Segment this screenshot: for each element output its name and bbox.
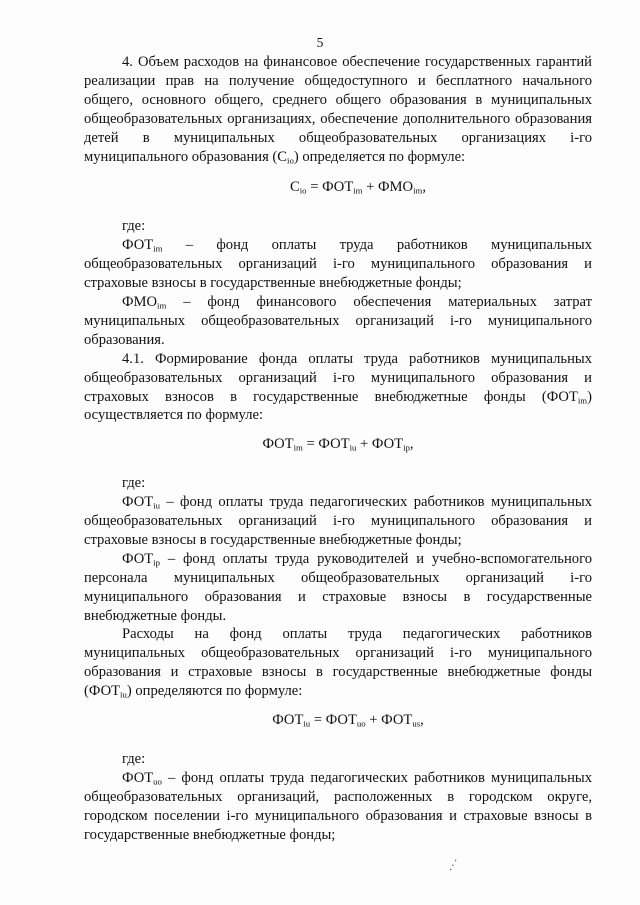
subscript: ip [153, 557, 160, 568]
formula-fot-iu [104, 711, 592, 730]
paragraph-4 [84, 53, 592, 166]
paragraph-text: ) определяются по формуле: [126, 683, 303, 700]
definition-fot-iu [84, 493, 592, 550]
subscript: io [287, 155, 294, 166]
paragraph-text: ) осуществляется по формуле: [84, 388, 592, 424]
definition-term: ФОТ [122, 769, 154, 786]
subscript: im [577, 395, 588, 406]
subscript: ip [403, 442, 410, 453]
formula-term: , [409, 436, 414, 453]
subscript: us [412, 718, 421, 729]
subscript: uo [356, 718, 366, 729]
subscript: im [153, 243, 163, 254]
where-label: где: [122, 218, 146, 235]
scan-mark: .·´ [445, 856, 461, 874]
subscript: iu [120, 689, 127, 700]
document-body [84, 53, 592, 845]
definition-fot-uo [84, 769, 592, 845]
formula-term: = ФОТ [310, 712, 357, 729]
formula-term: ФОТ [262, 436, 294, 453]
definition-fot-im [84, 236, 592, 293]
formula-fot-im [84, 435, 592, 454]
formula-term: = ФОТ [306, 179, 354, 196]
formula-term: + ФОТ [365, 712, 413, 729]
formula-term: , [420, 712, 424, 729]
definition-text: – фонд финансового обеспечения материальных затрат муниципальных общеобразовательных организаций i-го муниципального образования. [84, 293, 592, 348]
definition-term: ФОТ [122, 494, 154, 511]
paragraph-text: ) определяется по формуле: [293, 148, 466, 165]
subscript: uo [153, 776, 162, 787]
formula-term: + ФМО [362, 179, 414, 196]
paragraph-text: 4. Объем расходов на финансовое обеспечение государственных гарантий реализации прав на получение общедоступного и бесплатного начального общего, основного общего, среднего общего образования в муниципальных общеобразовательных организациях, обеспечение дополнительного образования детей в муниципальных общеобразовательных организациях i-го муниципального образования (C [84, 54, 592, 165]
definition-text: – фонд оплаты труда педагогических работников муниципальных общеобразовательных организаций i-го муниципального образования и страховые взносы в государственные внебюджетные фонды; [84, 494, 592, 548]
formula-term: ФОТ [272, 712, 304, 729]
subscript: im [353, 186, 363, 197]
subscript: im [293, 442, 303, 453]
subscript: iu [303, 718, 311, 729]
page-number: 5 [316, 35, 324, 50]
definition-term: ФОТ [122, 550, 154, 567]
definition-text: – фонд оплаты труда руководителей и учебно-вспомогательного персонала муниципальных общеобразовательных организаций i-го муниципального образования и страховые взносы в государственные внебюджетные фонды. [84, 550, 592, 624]
subscript: iu [349, 442, 357, 453]
subscript: im [413, 186, 423, 197]
subscript: iu [153, 500, 160, 511]
paragraph-text: 4.1. Формирование фонда оплаты труда работников муниципальных общеобразовательных организаций i-го муниципального образования и страховых взносов в государственные внебюджетные фонды (ФОТ [84, 350, 592, 405]
definition-text: – фонд оплаты труда педагогических работников муниципальных общеобразовательных организаций, расположенных в городском округе, городском поселении i-го муниципального образования и страховые взносы в государственные внебюджетные фонды; [84, 769, 592, 843]
definition-term: ФМО [122, 293, 158, 310]
formula-term: + ФОТ [356, 436, 404, 453]
where-label: где: [122, 475, 146, 492]
subscript: im [157, 300, 167, 311]
formula-term: , [422, 179, 426, 196]
where-label: где: [122, 751, 146, 767]
definition-fot-ip [84, 550, 592, 626]
definition-text: – фонд оплаты труда работников муниципальных общеобразовательных организаций i-го муниципального образования и страховые взносы в государственные внебюджетные фонды; [84, 237, 592, 292]
definition-term: ФОТ [122, 237, 154, 254]
formula-term: = ФОТ [302, 436, 350, 453]
paragraph-rashody [84, 625, 592, 701]
subscript: io [299, 186, 307, 197]
paragraph-text: Расходы на фонд оплаты труда педагогических работников муниципальных общеобразовательных организаций i-го муниципального образования и страховые взносы в государственные внебюджетные фонды (ФОТ [84, 626, 592, 700]
formula-cio [124, 178, 592, 197]
paragraph-4-1 [84, 350, 592, 426]
definition-fmo-im [84, 293, 592, 350]
formula-term: C [290, 179, 300, 196]
